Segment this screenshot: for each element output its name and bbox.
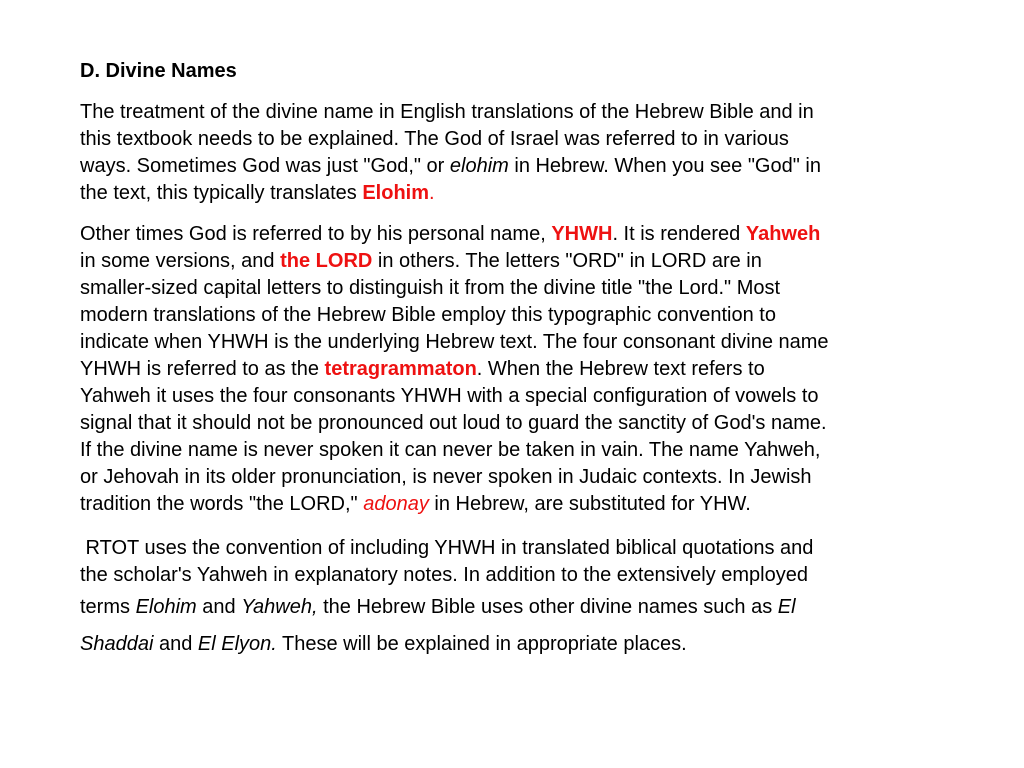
text-run: If the divine name is never spoken it can never be taken in vain. The name Yahweh,: [80, 439, 821, 461]
text-run: and: [196, 596, 242, 618]
text-run: These will be explained in appropriate places.: [276, 633, 687, 655]
text-line: [80, 464, 960, 491]
text-line: [80, 589, 960, 625]
text-run: in some versions, and: [80, 250, 281, 272]
text-run: the scholar's Yahweh in explanatory notes. In addition to the extensively employed: [80, 564, 808, 586]
term-yahweh: Yahweh: [745, 223, 821, 245]
text-line: [80, 383, 960, 410]
paragraph-rtot-convention: [80, 535, 960, 662]
text-run: RTOT uses the convention of including YHWH in translated biblical quotations and: [80, 537, 814, 559]
text-run: in others. The letters "ORD" in LORD are in: [372, 250, 762, 272]
text-line: [80, 410, 960, 437]
paragraph-divine-name-treatment: [80, 99, 960, 207]
text-line: [80, 562, 960, 589]
text-line: [80, 535, 960, 562]
text-line: [80, 491, 960, 518]
text-line: [80, 356, 960, 383]
text-run: tradition the words "the LORD,": [80, 493, 364, 515]
text-run: YHWH is referred to as the: [80, 358, 325, 380]
term-elohim-italic: Elohim: [135, 596, 197, 618]
text-run: Yahweh it uses the four consonants YHWH with a special configuration of vowels to: [80, 385, 819, 407]
paragraph-yhwh: [80, 221, 960, 518]
text-line: [80, 180, 960, 207]
text-run: . When the Hebrew text refers to: [476, 358, 765, 380]
text-line: [80, 126, 960, 153]
text-run: Other times God is referred to by his personal name,: [80, 223, 552, 245]
text-run: . It is rendered: [612, 223, 746, 245]
text-line: [80, 275, 960, 302]
text-line: [80, 626, 960, 662]
term-tetragrammaton: tetragrammaton: [324, 358, 477, 380]
term-el-shaddai-start: El: [777, 596, 796, 618]
term-yahweh-italic: Yahweh,: [241, 596, 318, 618]
text-run: ways. Sometimes God was just "God," or: [80, 155, 450, 177]
text-run: this textbook needs to be explained. The God of Israel was referred to in various: [80, 128, 789, 150]
term-elohim: Elohim: [362, 182, 430, 204]
text-run: and: [153, 633, 198, 655]
term-el-elyon: El Elyon.: [197, 633, 277, 655]
text-line: [80, 99, 960, 126]
text-run: the Hebrew Bible uses other divine names such as: [317, 596, 778, 618]
term-el-shaddai-end: Shaddai: [80, 633, 154, 655]
text-line: [80, 248, 960, 275]
text-run: terms: [80, 596, 136, 618]
text-run: signal that it should not be pronounced out loud to guard the sanctity of God's name.: [80, 412, 827, 434]
section-heading: D. Divine Names: [80, 60, 237, 82]
text-run: .: [429, 182, 435, 204]
text-run: The treatment of the divine name in English translations of the Hebrew Bible and in: [80, 101, 814, 123]
text-line: [80, 221, 960, 248]
text-run: in Hebrew, are substituted for YHW.: [428, 493, 751, 515]
term-elohim-lowercase: elohim: [449, 155, 509, 177]
text-run: modern translations of the Hebrew Bible employ this typographic convention to: [80, 304, 776, 326]
text-run: smaller-sized capital letters to distinguish it from the divine title "the Lord." Most: [80, 277, 781, 299]
text-run: or Jehovah in its older pronunciation, is never spoken in Judaic contexts. In Jewish: [80, 466, 812, 488]
text-run: the text, this typically translates: [80, 182, 363, 204]
text-line: [80, 329, 960, 356]
term-the-lord: the LORD: [280, 250, 373, 272]
term-yhwh: YHWH: [551, 223, 613, 245]
text-run: in Hebrew. When you see "God" in: [508, 155, 821, 177]
text-line: [80, 302, 960, 329]
text-line: [80, 153, 960, 180]
term-adonay: adonay: [363, 493, 429, 515]
text-run: indicate when YHWH is the underlying Hebrew text. The four consonant divine name: [80, 331, 829, 353]
text-line: [80, 437, 960, 464]
